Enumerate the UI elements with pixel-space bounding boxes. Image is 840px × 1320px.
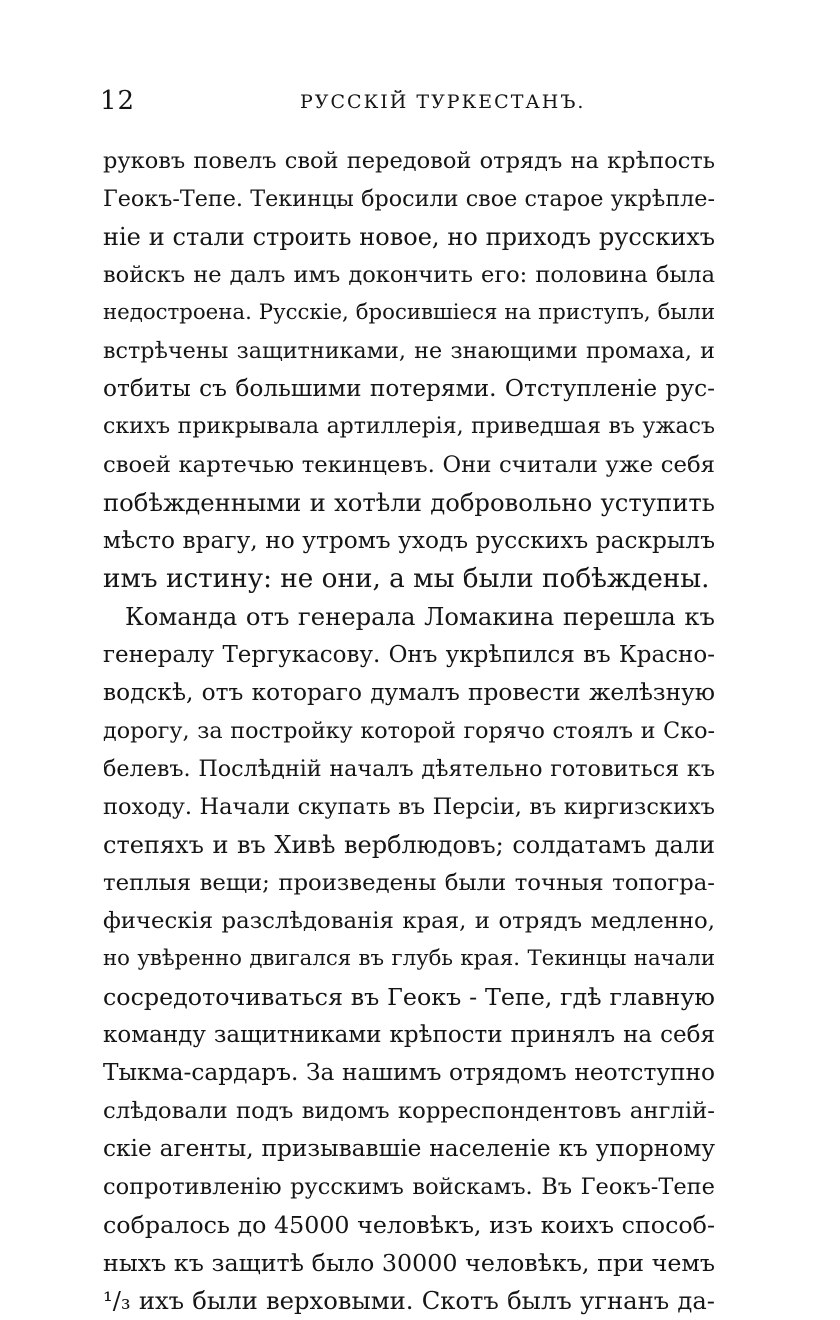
text-line: Команда отъ генерала Ломакина перешла къ xyxy=(125,602,715,631)
text-line: ніе и стали строить новое, но приходъ русскихъ xyxy=(103,223,715,251)
text-line: имъ истину: не они, а мы были побѣждены. xyxy=(103,564,710,594)
text-line: генералу Тергукасову. Онъ укрѣпился въ Красно- xyxy=(103,642,715,668)
text-line: скіе агенты, призывавшіе населеніе къ упорному xyxy=(103,1135,715,1162)
text-line: дорогу, за постройку которой горячо стоялъ и Ско- xyxy=(103,718,715,744)
text-line: слѣдовали подъ видомъ корреспондентовъ англій- xyxy=(103,1098,715,1124)
text-line: скихъ прикрывала артиллерія, приведшая въ ужасъ xyxy=(103,414,715,439)
text-line: войскъ не далъ имъ докончить его: половина была xyxy=(103,262,715,288)
paragraph-1 xyxy=(103,142,715,598)
text-line: собралось до 45000 человѣкъ, изъ коихъ способ- xyxy=(103,1211,715,1239)
paragraph-2 xyxy=(103,598,715,1320)
text-line: степяхъ и въ Хивѣ верблюдовъ; солдатамъ дали xyxy=(103,831,715,859)
text-line: ¹/₃ ихъ были верховыми. Скотъ былъ угнанъ да- xyxy=(103,1286,715,1315)
text-line: встрѣчены защитниками, не знающими промаха, и xyxy=(103,338,715,364)
running-title: РУССКІЙ ТУРКЕСТАНЪ. xyxy=(300,91,586,113)
text-line: команду защитниками крѣпости принялъ на себя xyxy=(103,1022,715,1048)
text-line: сопротивленію русскимъ войскамъ. Въ Геокъ-Тепе xyxy=(103,1174,715,1200)
page-number: 12 xyxy=(100,86,136,116)
text-line: ныхъ къ защитѣ было 30000 человѣкъ, при чемъ xyxy=(103,1249,715,1277)
text-line: водскѣ, отъ котораго думалъ провести желѣзную xyxy=(103,679,715,706)
running-head xyxy=(100,86,720,116)
text-line: руковъ повелъ свой передовой отрядъ на крѣпость xyxy=(103,148,715,174)
text-line: фическія разслѣдованія края, и отрядъ медленно, xyxy=(103,908,715,934)
text-line: Тыкма-сардаръ. За нашимъ отрядомъ неотступно xyxy=(103,1059,715,1086)
text-line: но увѣренно двигался въ глубь края. Текинцы начали xyxy=(103,946,715,971)
text-line: походу. Начали скупать въ Персіи, въ киргизскихъ xyxy=(103,794,715,820)
text-line: отбиты съ большими потерями. Отступленіе рус- xyxy=(103,375,715,402)
text-line: своей картечью текинцевъ. Они считали уже себя xyxy=(103,452,715,478)
text-line: сосредоточиваться въ Геокъ - Тепе, гдѣ главную xyxy=(103,983,715,1011)
text-line: Геокъ-Тепе. Текинцы бросили свое старое укрѣпле- xyxy=(103,186,715,212)
text-line: побѣжденными и хотѣли добровольно уступить xyxy=(103,488,715,517)
body-text xyxy=(103,142,715,1320)
text-line: теплыя вещи; произведены были точныя топогра- xyxy=(103,870,715,896)
text-line: мѣсто врагу, но утромъ уходъ русскихъ раскрылъ xyxy=(103,527,715,554)
text-line: недостроена. Русскіе, бросившіеся на приступъ, были xyxy=(103,300,715,325)
text-line: белевъ. Послѣдній началъ дѣятельно готовиться къ xyxy=(103,756,715,782)
